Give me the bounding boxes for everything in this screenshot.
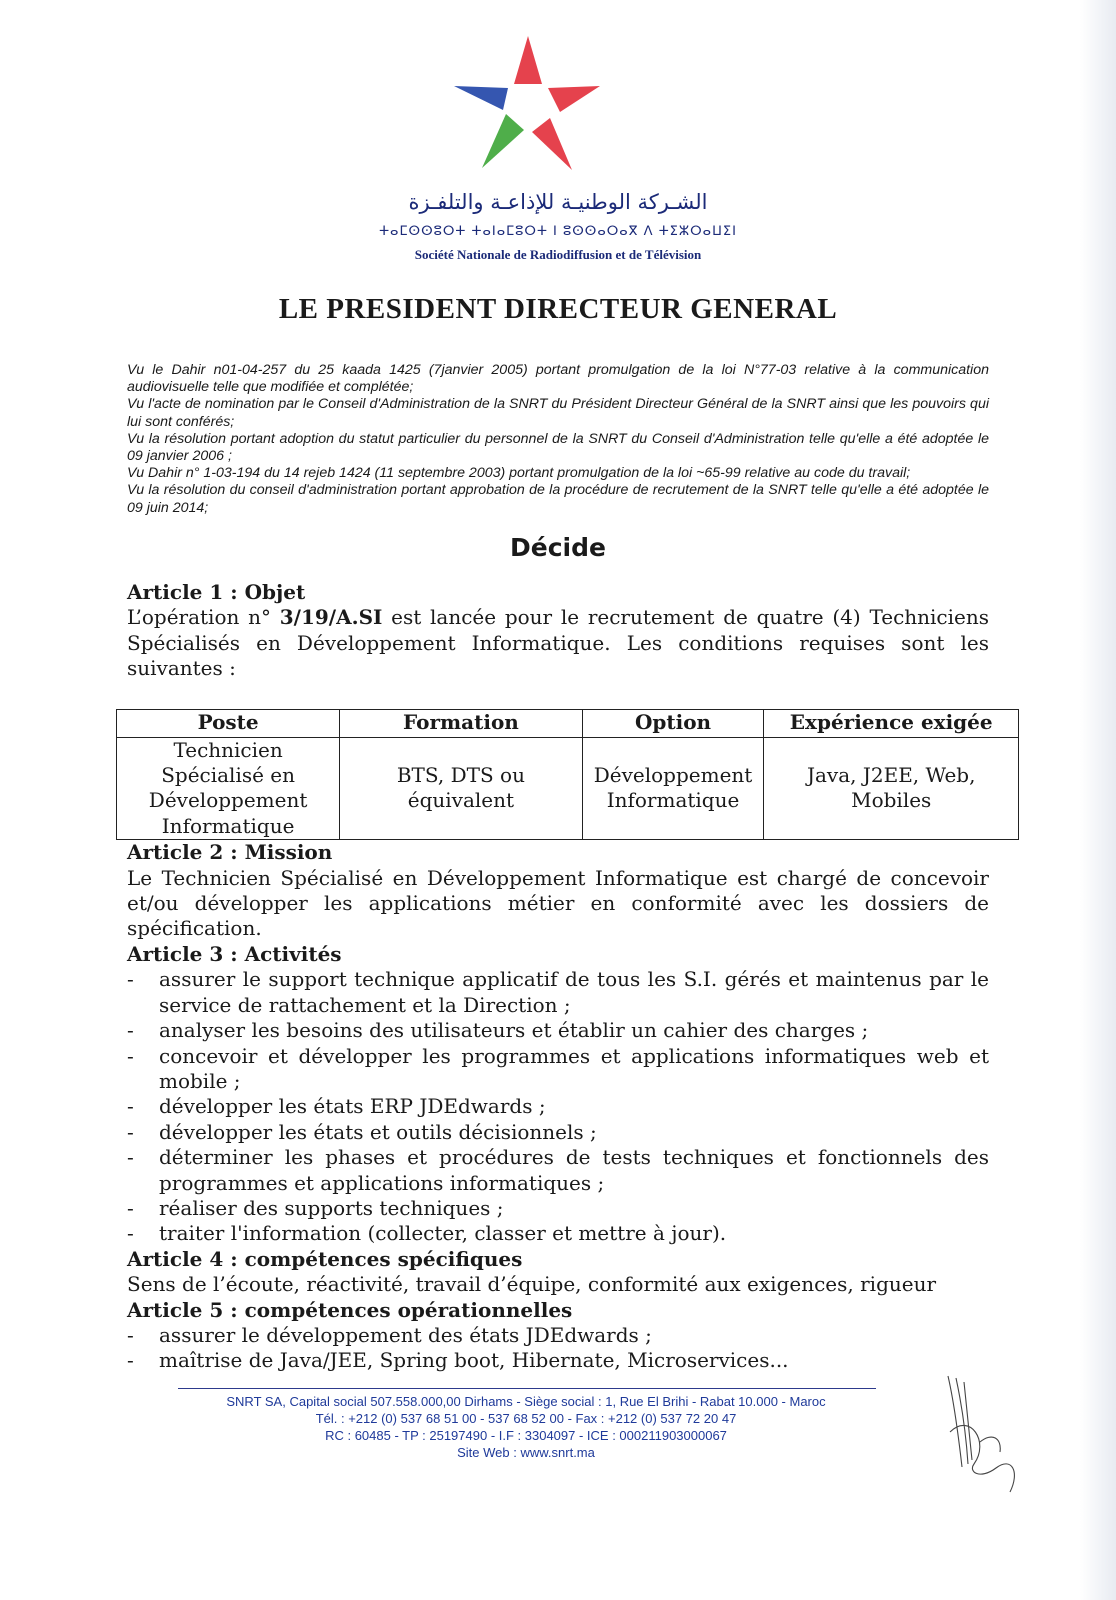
article-3-heading: Article 3 : Activités	[127, 941, 342, 966]
preamble-clause: Vu la résolution du conseil d'administration portant approbation de la procédure de recrutement de la SNRT telle qu'elle a été adoptée le 09 juin 2014;	[127, 482, 989, 516]
list-item: - assurer le développement des états JDEdwards ;	[127, 1323, 989, 1348]
list-item: - analyser les besoins des utilisateurs et établir un cahier des charges ;	[127, 1018, 989, 1043]
org-name-french: Société Nationale de Radiodiffusion et de Télévision	[414, 247, 702, 262]
preamble-clause: Vu le Dahir n01-04-257 du 25 kaada 1425 (7janvier 2005) portant promulgation de la loi N°77-03 relative à la communication audiovisuelle telle que modifiée et complétée;	[127, 362, 989, 396]
preamble	[127, 362, 989, 517]
logo-red-bottom-segment	[532, 118, 572, 170]
list-item: - réaliser des supports techniques ;	[127, 1196, 989, 1221]
activities-list	[127, 967, 989, 1246]
article-1-text-after: est lancée pour le recrutement de quatre (4) Techniciens Spécialisés en Développement Informatique. Les conditions requises sont les suivantes :	[127, 605, 990, 681]
table-cell: BTS, DTS ou équivalent	[340, 737, 582, 840]
footer	[0, 1393, 1052, 1461]
article-2-heading: Article 2 : Mission	[127, 840, 333, 865]
logo-green-bottom-segment	[482, 114, 524, 168]
preamble-clause: Vu l'acte de nomination par le Conseil d'Administration de la SNRT du Président Directeur Général de la SNRT ainsi que les pouvoirs qui lui sont conférés;	[127, 396, 989, 430]
document-title: LE PRESIDENT DIRECTEUR GENERAL	[278, 293, 838, 325]
table-row	[117, 737, 1019, 840]
article-1-text-before: L’opération n°	[127, 605, 271, 630]
list-item: - concevoir et développer les programmes et applications informatiques web et mobile ;	[127, 1044, 989, 1095]
scan-edge-shadow	[1080, 0, 1116, 1600]
org-name-arabic: الشـركة الوطنيـة للإذاعـة والتلفـزة	[408, 190, 708, 214]
table-header-cell: Expérience exigée	[764, 709, 1019, 737]
article-5-heading: Article 5 : compétences opérationnelles	[127, 1297, 573, 1322]
operation-number: 3/19/A.SI	[279, 605, 383, 630]
footer-divider	[178, 1388, 876, 1389]
list-item: - traiter l'information (collecter, classer et mettre à jour).	[127, 1221, 989, 1246]
logo-blue-left-segment	[454, 86, 508, 110]
list-item: - déterminer les phases et procédures de tests techniques et fonctionnels des programmes et applications informatiques ;	[127, 1145, 989, 1196]
org-name-tifinagh: ⵜⴰⵎⵙⵙⵓⵔⵜ ⵜⴰⵏⴰⵎⵓⵔⵜ ⵏ ⵓⵙⵙⴰⵔⴰⴳ ⴷ ⵜⵉⵣⵔⴰⵡⵉⵏ	[379, 224, 737, 239]
article-1-heading: Article 1 : Objet	[127, 580, 306, 604]
article-2-text: Le Technicien Spécialisé en Développement Informatique est chargé de concevoir et/ou développer les applications métier en conformité avec les dossiers de spécification.	[127, 865, 989, 941]
list-item: - développer les états ERP JDEdwards ;	[127, 1094, 989, 1119]
table-header-cell: Formation	[340, 709, 582, 737]
table-cell: Java, J2EE, Web, Mobiles	[764, 737, 1019, 840]
preamble-clause: Vu la résolution portant adoption du statut particulier du personnel de la SNRT du Conseil d'Administration telle qu'elle a été adoptée le 09 janvier 2006 ;	[127, 430, 989, 465]
table-header-cell: Poste	[117, 709, 340, 737]
table-cell: Développement Informatique	[582, 737, 764, 840]
footer-phone-line: Tél. : +212 (0) 537 68 51 00 - 537 68 52 00 - Fax : +212 (0) 537 72 20 47	[315, 1411, 737, 1426]
list-item: - développer les états et outils décisionnels ;	[127, 1120, 989, 1145]
handwritten-signature	[940, 1372, 1050, 1502]
logo-red-top-segment	[514, 36, 542, 84]
decide-heading: Décide	[510, 533, 606, 562]
logo-red-right-segment	[548, 86, 600, 112]
operational-skills-list	[127, 1323, 989, 1374]
table-cell: Technicien Spécialisé en Développement Informatique	[117, 737, 340, 840]
article-1-text	[127, 605, 989, 681]
table-header-row	[117, 709, 1019, 737]
footer-website-line: Site Web : www.snrt.ma	[457, 1445, 595, 1460]
preamble-clause: Vu Dahir n° 1-03-194 du 14 rejeb 1424 (11 septembre 2003) portant promulgation de la loi ~65-99 relative au code du travail;	[127, 465, 911, 482]
list-item: - assurer le support technique applicatif de tous les S.I. gérés et maintenus par le service de rattachement et la Direction ;	[127, 967, 989, 1018]
footer-company-line: SNRT SA, Capital social 507.558.000,00 Dirhams - Siège social : 1, Rue El Brihi - Rabat 10.000 - Maroc	[226, 1394, 826, 1409]
requirements-table	[116, 709, 1019, 841]
list-item: - maîtrise de Java/JEE, Spring boot, Hibernate, Microservices...	[127, 1348, 989, 1373]
article-4-heading: Article 4 : compétences spécifiques	[127, 1246, 523, 1271]
snrt-star-logo	[448, 28, 608, 188]
articles-body	[127, 580, 993, 1374]
footer-registration-line: RC : 60485 - TP : 25197490 - I.F : 3304097 - ICE : 000211903000067	[325, 1428, 727, 1443]
article-4-text: Sens de l’écoute, réactivité, travail d’équipe, conformité aux exigences, rigueur	[127, 1272, 937, 1297]
table-header-cell: Option	[582, 709, 764, 737]
